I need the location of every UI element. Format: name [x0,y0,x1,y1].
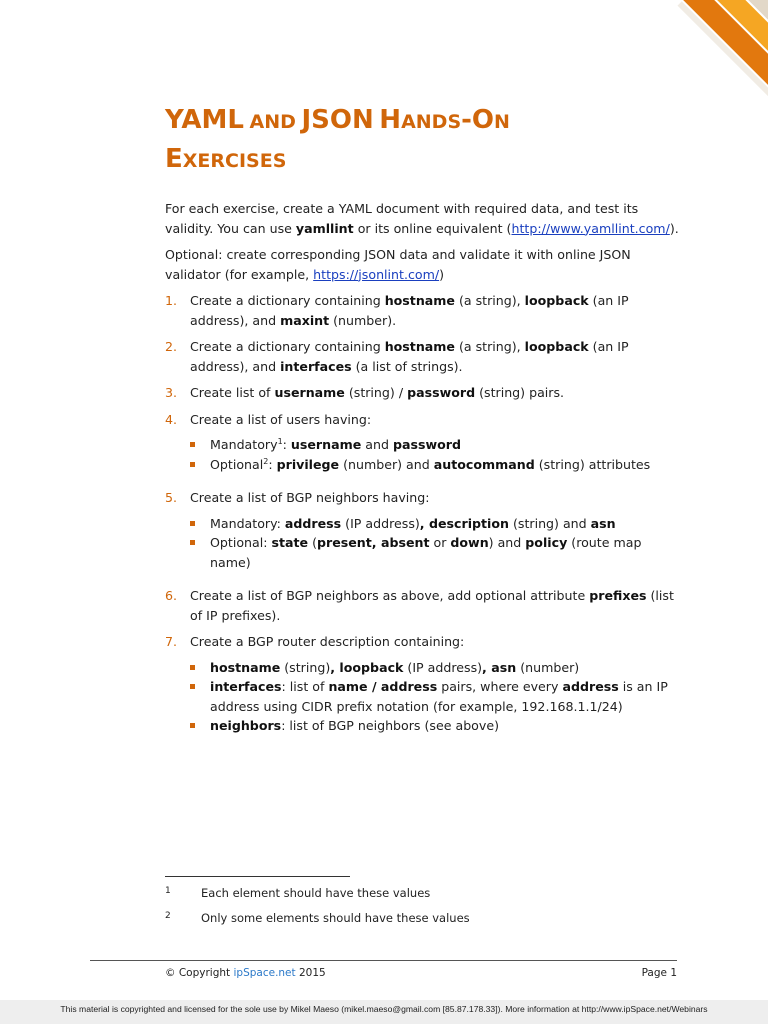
yamllint-link[interactable]: http://www.yamllint.com/ [511,220,670,236]
exercise-list [165,291,685,736]
text: Create a list of BGP neighbors having: [190,490,430,505]
exercise-item [165,488,685,572]
text: Create a BGP router description containing: [190,634,465,649]
title-word: ANDS [401,111,462,133]
page-number: Page 1 [641,967,677,979]
bold-text: present, absent [317,535,430,550]
sub-list [190,658,685,736]
bullet-icon [190,684,195,689]
text: : list of [281,679,329,694]
text: Create a list of users having: [190,411,372,427]
bold-text: loopback [524,293,589,308]
bold-text: down [450,535,489,550]
license-notice: This material is copyrighted and licensed for the sole use by Mikel Maeso (mikel.maeso@gmail.com [85.87.178.33]). More information at http://www.ipSpace.net/Webinars [0,1000,768,1024]
text: Optional: create corresponding JSON data and validate it with online JSON validator (for example, [165,247,631,282]
title-word: XERCISES [182,150,287,172]
bullet-icon [190,665,195,670]
bold-text: yamllint [295,220,354,236]
text: ( [308,535,317,550]
bold-text: state [271,535,309,550]
footnote-ref[interactable]: 1 [277,436,283,446]
bold-text: hostname [210,659,281,675]
text: (string) and [508,515,591,531]
text: Create a dictionary containing [190,339,385,354]
text: or its online equivalent ( [353,220,512,236]
bold-text: name / address [328,679,438,694]
bold-text: prefixes [589,588,647,603]
footnote-divider [165,876,350,877]
footnote-number: 2 [165,911,171,921]
intro-paragraph [165,199,685,238]
text: (a list of strings). [351,358,463,374]
list-number: 5. [165,490,178,505]
exercise-item [165,632,685,736]
text: (an IP address), and [190,339,629,374]
text: (number). [329,312,397,328]
footnote-ref[interactable]: 2 [263,456,269,466]
bold-text: password [407,385,476,400]
document-body [165,199,685,750]
sub-list [190,435,685,474]
sub-list-item [190,455,685,475]
text: (string) [280,659,331,675]
optional-paragraph [165,245,685,284]
title-word: E [165,144,183,174]
exercise-item [165,586,685,625]
bold-text: policy [525,535,568,550]
bold-text: username [274,385,345,400]
bold-text: address [284,515,342,531]
bullet-icon [190,521,195,526]
bold-text: autocommand [433,456,535,472]
text: 2015 [295,967,326,979]
bold-text: privilege [276,456,340,472]
copyright [165,967,326,979]
footer-divider [90,960,677,961]
sub-list-item [190,514,685,534]
list-number: 7. [165,634,178,649]
text: ) [439,266,445,282]
bold-text: , description [419,515,509,531]
text: is an IP address using CIDR prefix notation (for example, 192.168.1.1/24) [210,679,668,714]
bold-text: hostname [384,339,455,354]
bullet-icon [190,462,195,467]
text: Create a list of BGP neighbors as above, add optional attribute [190,588,590,603]
exercise-item [165,337,685,376]
text: (IP address) [341,515,420,531]
text: (route map name) [210,535,642,570]
exercise-item [165,410,685,475]
text: (number) [516,659,580,675]
text: Mandatory: [210,515,285,531]
text: Create list of [190,385,275,400]
title-word: N [494,111,510,133]
list-number: 1. [165,293,178,308]
title-word: AND [249,111,296,133]
text: : [268,456,277,472]
brand-link[interactable]: ipSpace.net [233,967,296,979]
text: (an IP address), and [190,293,629,328]
sub-list-item [190,716,685,736]
text: : list of BGP neighbors (see above) [281,718,500,733]
title-word: YAML [165,105,244,135]
sub-list-item [190,533,685,572]
footnote-text: Only some elements should have these values [201,911,470,925]
bold-text: interfaces [210,679,282,694]
text: (string) / [344,385,408,400]
bullet-icon [190,540,195,545]
text: (IP address) [403,659,483,675]
bold-text: password [392,437,461,452]
sub-list-item [190,677,685,716]
text: © Copyright [165,967,234,979]
text: ) and [488,535,526,550]
exercise-item [165,291,685,330]
text: Create a dictionary containing [190,293,385,308]
list-number: 4. [165,411,178,427]
text: For each exercise, create a YAML document with required data, and test its validity. You can use [165,201,639,236]
text: (a string), [454,293,525,308]
text: (string) pairs. [475,385,565,400]
bullet-icon [190,723,195,728]
text: (a string), [454,339,525,354]
text: : [282,437,291,452]
text: Optional [210,456,264,472]
text: (string) attributes [534,456,651,472]
footnote-text: Each element should have these values [201,886,431,900]
bold-text: neighbors [210,718,282,733]
text: and [361,437,393,452]
bold-text: address [562,679,619,694]
sub-list-item [190,658,685,678]
title-word: H [379,105,402,135]
bold-text: loopback [524,339,589,354]
page-title [165,102,685,180]
bold-text: asn [590,515,616,531]
bold-text: maxint [280,312,330,328]
bold-text: , asn [482,659,517,675]
text: (number) and [339,456,434,472]
title-word: -O [461,105,495,135]
list-number: 6. [165,588,178,603]
text: Optional: [210,535,272,550]
text: ). [669,220,679,236]
text: (list of IP prefixes). [190,588,674,623]
text: Mandatory [210,437,278,452]
text: pairs, where every [437,679,563,694]
bold-text: interfaces [280,358,352,374]
footnote-number: 1 [165,886,171,896]
sub-list-item [190,435,685,455]
list-number: 3. [165,385,178,400]
bold-text: username [290,437,362,452]
title-word: JSON [301,105,374,135]
text: or [429,535,451,550]
list-number: 2. [165,339,178,354]
bold-text: hostname [384,293,455,308]
exercise-item [165,383,685,403]
jsonlint-link[interactable]: https://jsonlint.com/ [313,266,440,282]
bold-text: , loopback [330,659,404,675]
sub-list [190,514,685,573]
bullet-icon [190,442,195,447]
